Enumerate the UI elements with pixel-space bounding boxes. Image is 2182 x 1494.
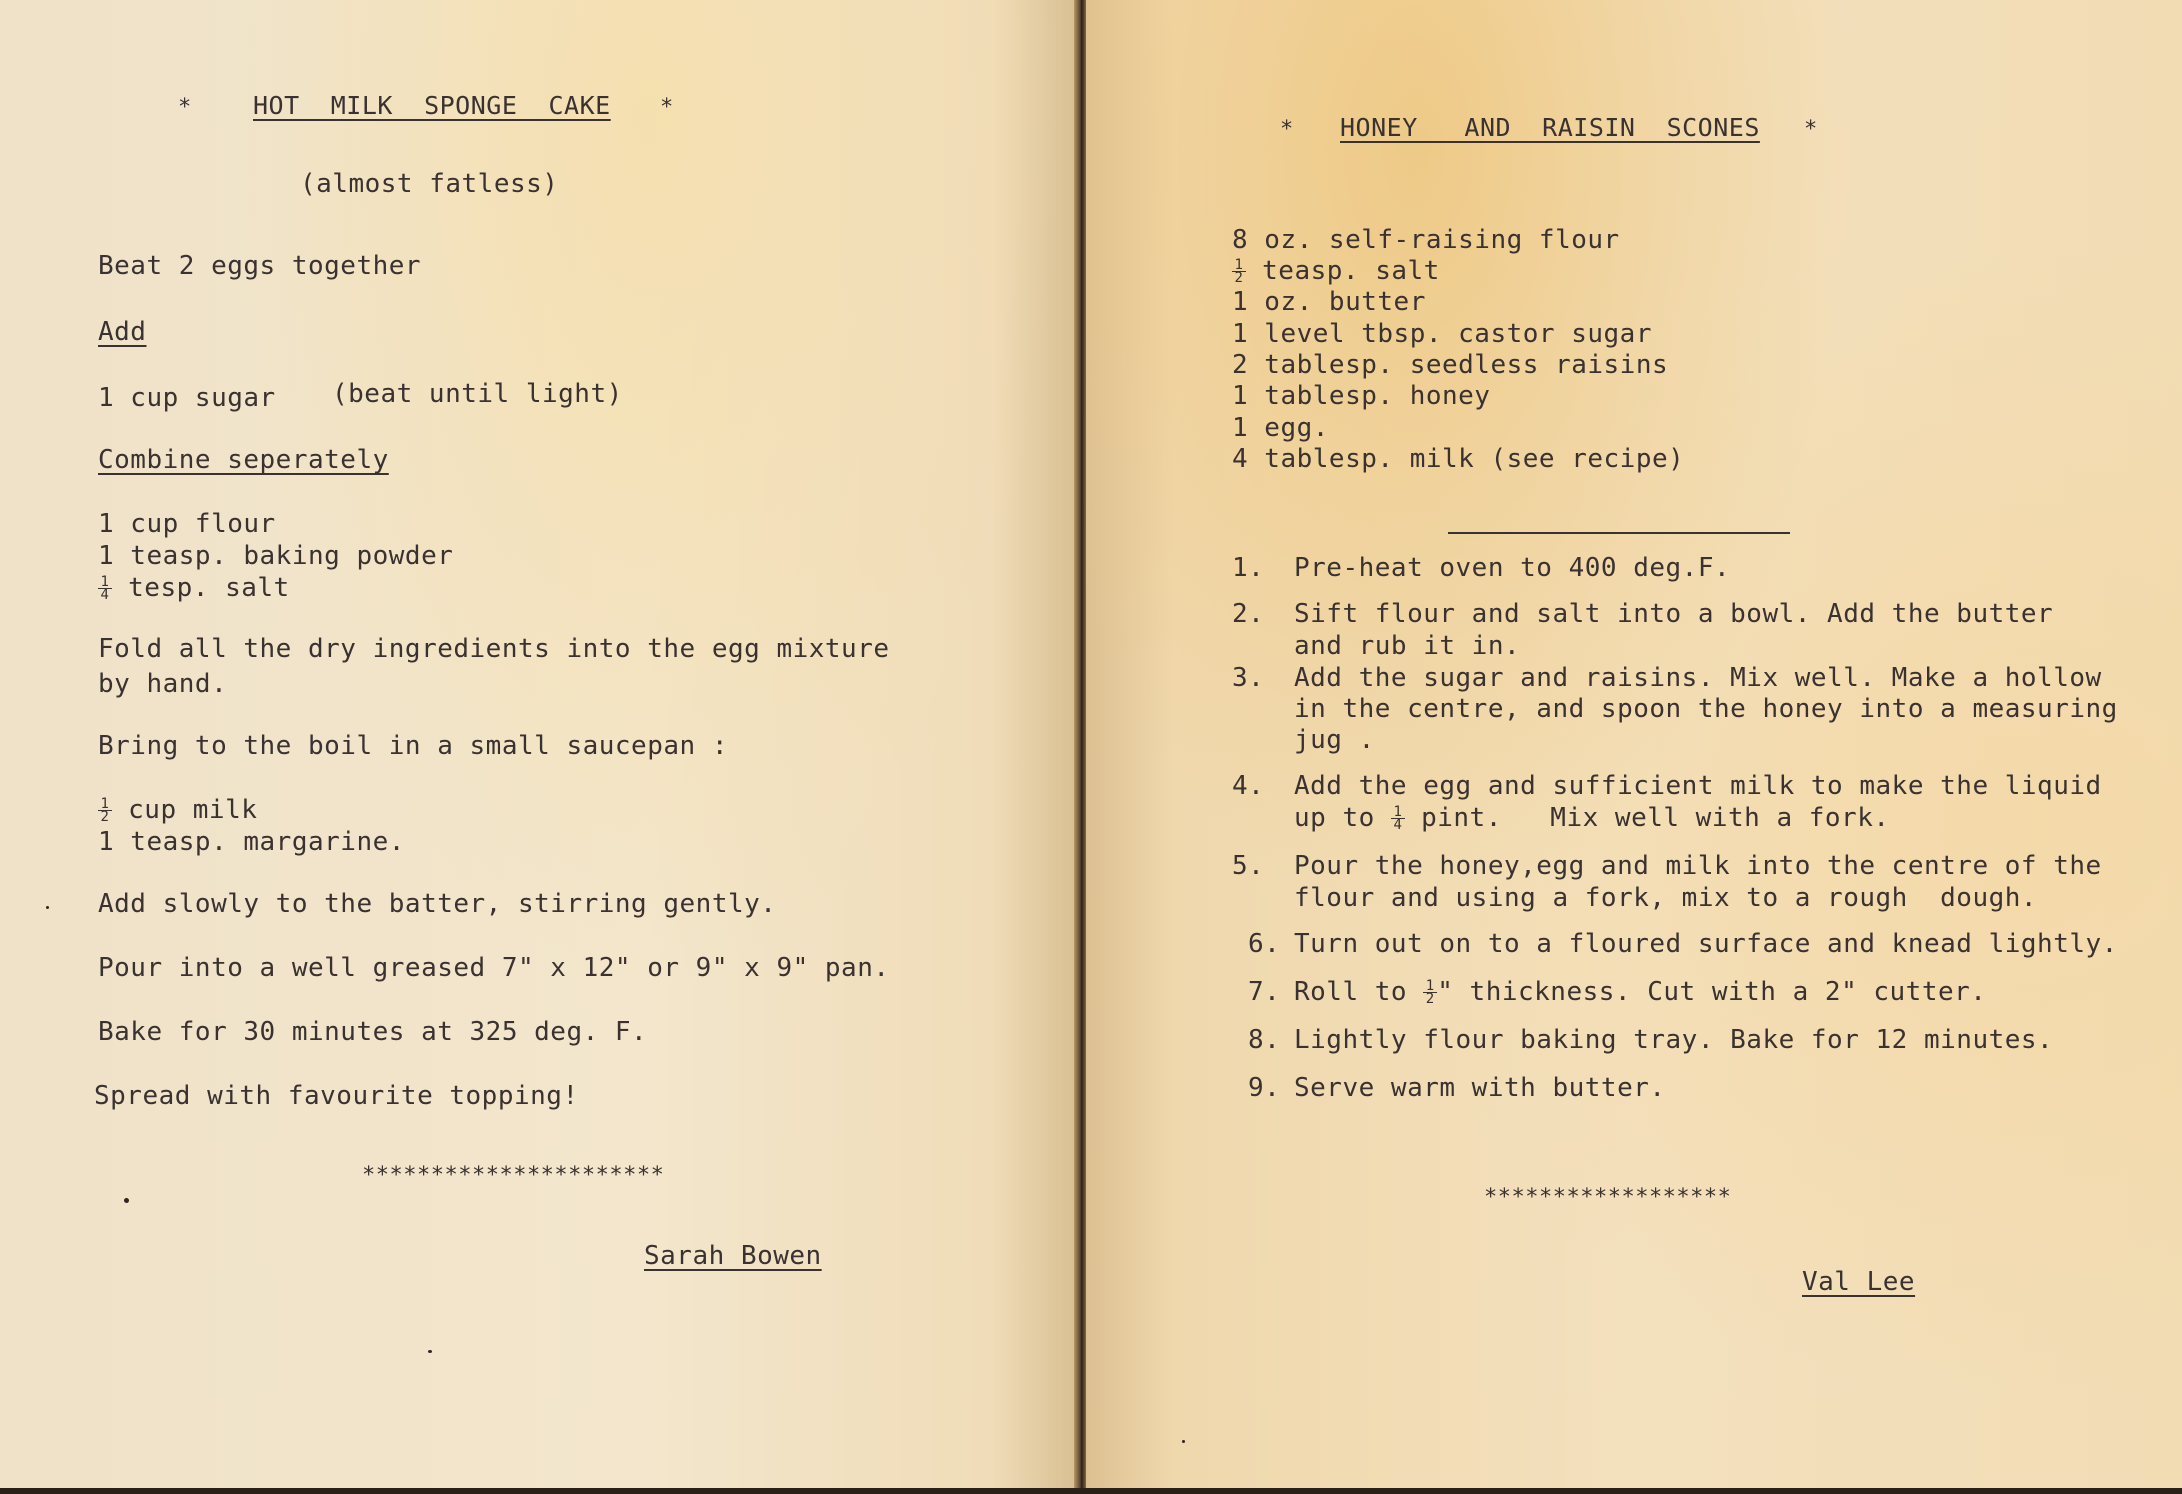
step-text: Add the egg and sufficient milk to make the liquid bbox=[1294, 771, 2102, 801]
fraction: $\frac{1}{2}$ bbox=[1423, 980, 1437, 1005]
instruction-boil: Bring to the boil in a small saucepan : bbox=[98, 731, 728, 761]
step-text: flour and using a fork, mix to a rough dough. bbox=[1294, 883, 2038, 913]
heading-combine: Combine seperately bbox=[98, 445, 389, 475]
title-star-left: * bbox=[1280, 117, 1294, 142]
fraction: $\frac{1}{2}$ bbox=[98, 798, 112, 823]
step-number: 1. bbox=[1232, 553, 1265, 583]
ingredient-margarine: 1 teasp. margarine. bbox=[98, 827, 405, 857]
step-number: 2. bbox=[1232, 599, 1265, 629]
ingredient-item: 1 level tbsp. castor sugar bbox=[1232, 319, 1652, 349]
step-text: Turn out on to a floured surface and knead lightly. bbox=[1294, 929, 2118, 959]
step-text: up to $\frac{1}{4}$ pint. Mix well with a fork. bbox=[1294, 803, 1890, 833]
author-name: Val Lee bbox=[1802, 1267, 1916, 1297]
recipe-subtitle: (almost fatless) bbox=[300, 169, 559, 199]
fraction: $\frac{1}{2}$ bbox=[1232, 259, 1246, 284]
ingredient-salt: $\frac{1}{4}$ tesp. salt bbox=[98, 572, 290, 604]
step-text: and rub it in. bbox=[1294, 631, 1521, 661]
instruction-fold-line1: Fold all the dry ingredients into the egg mixture bbox=[98, 634, 890, 664]
section-rule bbox=[1448, 532, 1790, 534]
title-star-left: * bbox=[178, 95, 192, 120]
step-text: Pour the honey,egg and milk into the centre of the bbox=[1294, 851, 2102, 881]
sugar-note: (beat until light) bbox=[332, 379, 623, 409]
author-name: Sarah Bowen bbox=[644, 1241, 822, 1271]
ingredient-item: 2 tablesp. seedless raisins bbox=[1232, 350, 1669, 380]
right-page bbox=[1086, 0, 2182, 1494]
instruction-spread: Spread with favourite topping! bbox=[94, 1081, 579, 1111]
divider-stars: ********************** bbox=[362, 1163, 665, 1188]
heading-add: Add bbox=[98, 317, 147, 347]
step-number: 6. bbox=[1248, 929, 1281, 959]
ingredient-item: 1 tablesp. honey bbox=[1232, 381, 1491, 411]
ingredient-item: $\frac{1}{2}$ teasp. salt bbox=[1232, 255, 1440, 287]
step-number: 5. bbox=[1232, 851, 1265, 881]
step-text: Sift flour and salt into a bowl. Add the butter bbox=[1294, 599, 2054, 629]
left-page bbox=[0, 0, 1078, 1494]
instruction-beat-eggs: Beat 2 eggs together bbox=[98, 251, 422, 281]
step-number: 3. bbox=[1232, 663, 1265, 693]
step-text: jug . bbox=[1294, 725, 1375, 755]
step-text: in the centre, and spoon the honey into a measuring bbox=[1294, 694, 2118, 724]
ingredient-sugar: 1 cup sugar bbox=[98, 383, 276, 413]
ingredient-item: 8 oz. self-raising flour bbox=[1232, 225, 1620, 255]
title-star-right: * bbox=[1804, 117, 1818, 142]
ingredient-flour: 1 cup flour bbox=[98, 509, 276, 539]
ink-speck bbox=[46, 906, 49, 909]
fraction: $\frac{1}{4}$ bbox=[1391, 806, 1405, 831]
step-text: Pre-heat oven to 400 deg.F. bbox=[1294, 553, 1731, 583]
step-text: Roll to $\frac{1}{2}$ " thickness. Cut with a 2" cutter. bbox=[1294, 977, 1987, 1007]
instruction-pour: Pour into a well greased 7" x 12" or 9" x 9" pan. bbox=[98, 953, 890, 983]
step-text: Lightly flour baking tray. Bake for 12 minutes. bbox=[1294, 1025, 2054, 1055]
step-number: 8. bbox=[1248, 1025, 1281, 1055]
instruction-fold-line2: by hand. bbox=[98, 669, 228, 699]
step-text: Add the sugar and raisins. Mix well. Make a hollow bbox=[1294, 663, 2102, 693]
ingredient-milk: $\frac{1}{2}$ cup milk bbox=[98, 794, 257, 826]
fraction: $\frac{1}{4}$ bbox=[98, 576, 112, 601]
title-star-right: * bbox=[660, 95, 674, 120]
ingredient-item: 1 egg. bbox=[1232, 413, 1329, 443]
instruction-add-slowly: Add slowly to the batter, stirring gently. bbox=[98, 889, 777, 919]
step-number: 4. bbox=[1232, 771, 1265, 801]
ink-speck bbox=[124, 1198, 129, 1203]
ingredient-baking-powder: 1 teasp. baking powder bbox=[98, 541, 454, 571]
ink-speck bbox=[1182, 1440, 1185, 1443]
step-number: 9. bbox=[1248, 1073, 1281, 1103]
ink-speck bbox=[428, 1350, 432, 1353]
recipe-title: HONEY AND RAISIN SCONES bbox=[1340, 113, 1760, 142]
page-bottom-edge bbox=[0, 1488, 2182, 1494]
ingredient-item: 1 oz. butter bbox=[1232, 287, 1426, 317]
step-number: 7. bbox=[1248, 977, 1281, 1007]
step-text: Serve warm with butter. bbox=[1294, 1073, 1666, 1103]
recipe-title: HOT MILK SPONGE CAKE bbox=[253, 91, 611, 120]
instruction-bake: Bake for 30 minutes at 325 deg. F. bbox=[98, 1017, 648, 1047]
divider-stars: ****************** bbox=[1484, 1185, 1732, 1210]
ingredient-item: 4 tablesp. milk (see recipe) bbox=[1232, 444, 1685, 474]
